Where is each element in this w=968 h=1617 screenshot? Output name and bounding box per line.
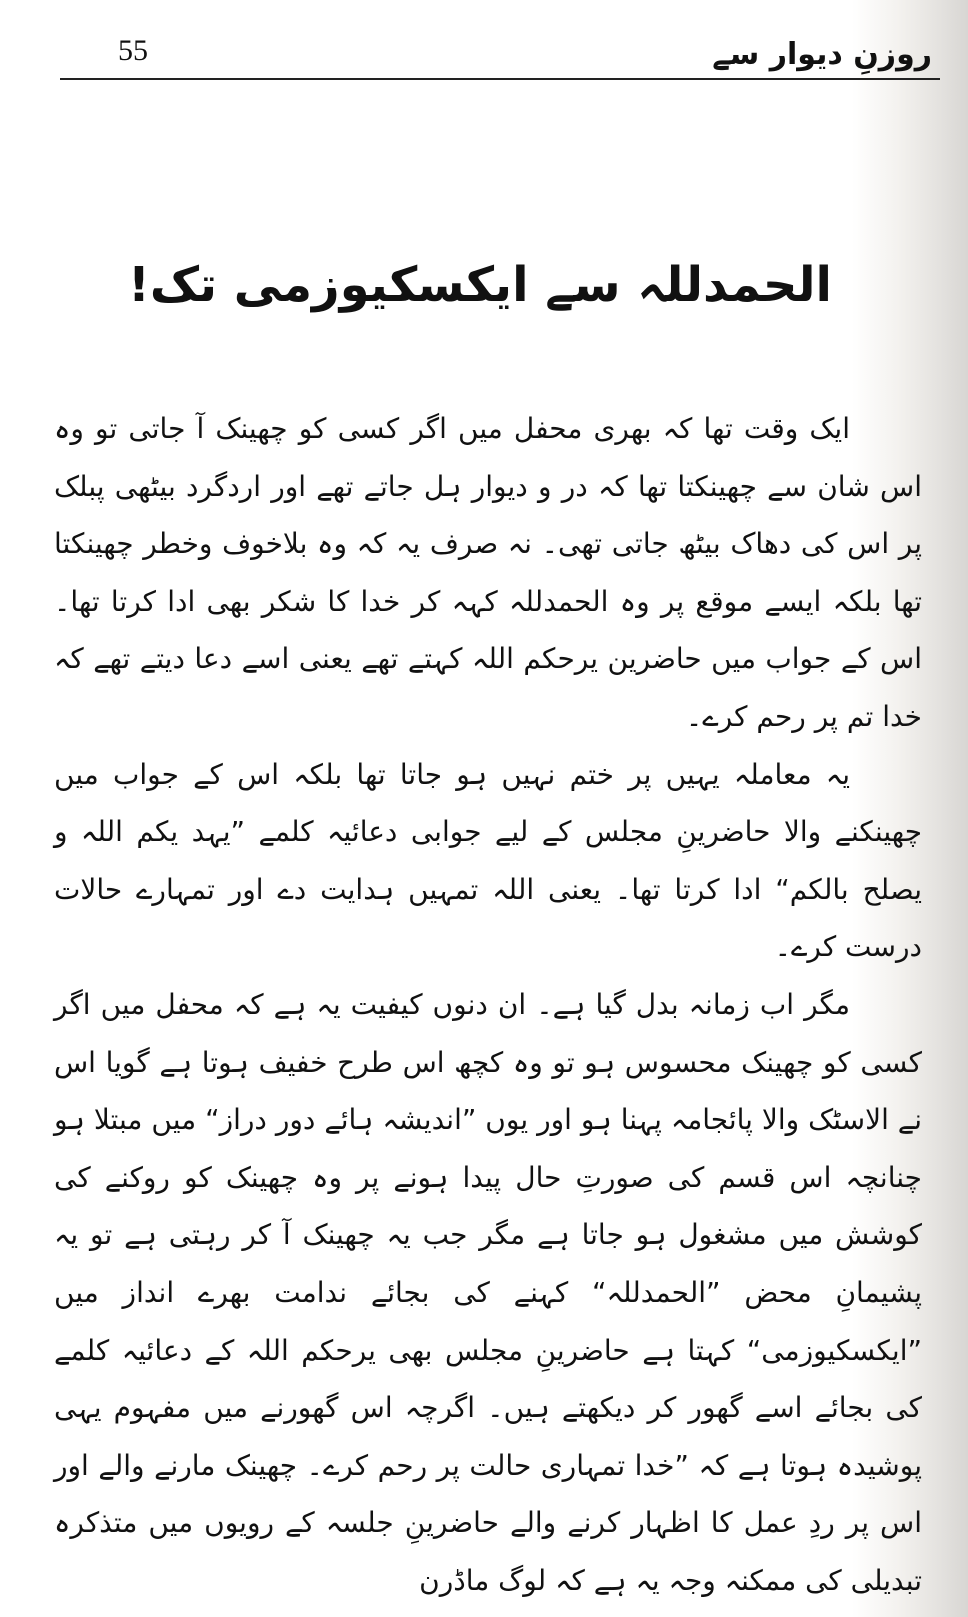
- page-number: 55: [118, 34, 148, 67]
- running-header: [60, 30, 948, 82]
- paragraph-3: مگر اب زمانہ بدل گیا ہے۔ ان دنوں کیفیت یہ ہے کہ محفل میں اگر کسی کو چھینک محسوس ہو تو وہ کچھ اس طرح خفیف ہوتا ہے گویا اس نے الاسٹک والا پائجامہ پہنا ہو اور یوں ”اندیشہ ہائے دور دراز“ میں مبتلا ہو چنانچہ اس قسم کی صورتِ حال پیدا ہونے پر وہ چھینک کو روکنے کی کوشش میں مشغول ہو جاتا ہے مگر جب یہ چھینک آ کر رہتی ہے تو یہ پشیمانِ محض ”الحمدللہ“ کہنے کی بجائے ندامت بھرے انداز میں ”ایکسکیوزمی“ کہتا ہے حاضرینِ مجلس بھی یرحکم اللہ کے دعائیہ کلمے کی بجائے اسے گھور کر دیکھتے ہیں۔ اگرچہ اس گھورنے میں مفہوم یہی پوشیدہ ہوتا ہے کہ ”خدا تمہاری حالت پر رحم کرے۔ چھینک مارنے والے اور اس پر ردِ عمل کا اظہار کرنے والے حاضرینِ جلسہ کے رویوں میں متذکرہ تبدیلی کی ممکنہ وجہ یہ ہے کہ لوگ ماڈرن: [54, 987, 923, 1597]
- chapter-title: الحمدللہ سے ایکسکیوزمی تک!: [128, 257, 832, 313]
- paragraph-1: ایک وقت تھا کہ بھری محفل میں اگر کسی کو چھینک آ جاتی تو وہ اس شان سے چھینکتا تھا کہ در و دیوار ہل جاتے تھے اور اردگرد بیٹھی پبلک پر اس کی دھاک بیٹھ جاتی تھی۔ نہ صرف یہ کہ وہ بلاخوف وخطر چھینکتا تھا بلکہ ایسے موقع پر وہ الحمدللہ کہہ کر خدا کا شکر بھی ادا کرتا تھا۔ اس کے جواب میں حاضرین یرحکم اللہ کہتے تھے یعنی اسے دعا دیتے تھے کہ خدا تم پر رحم کرے۔: [54, 412, 922, 733]
- body-text: [54, 400, 922, 1609]
- header-rule: [60, 78, 940, 80]
- running-title: روزنِ دیوار سے: [712, 37, 932, 72]
- paragraph-2: یہ معاملہ یہیں پر ختم نہیں ہو جاتا تھا بلکہ اس کے جواب میں چھینکنے والا حاضرینِ مجلس کے لیے جوابی دعائیہ کلمے ”یہد یکم اللہ و یصلح بالکم“ ادا کرتا تھا۔ یعنی اللہ تمہیں ہدایت دے اور تمہارے حالات درست کرے۔: [54, 757, 922, 964]
